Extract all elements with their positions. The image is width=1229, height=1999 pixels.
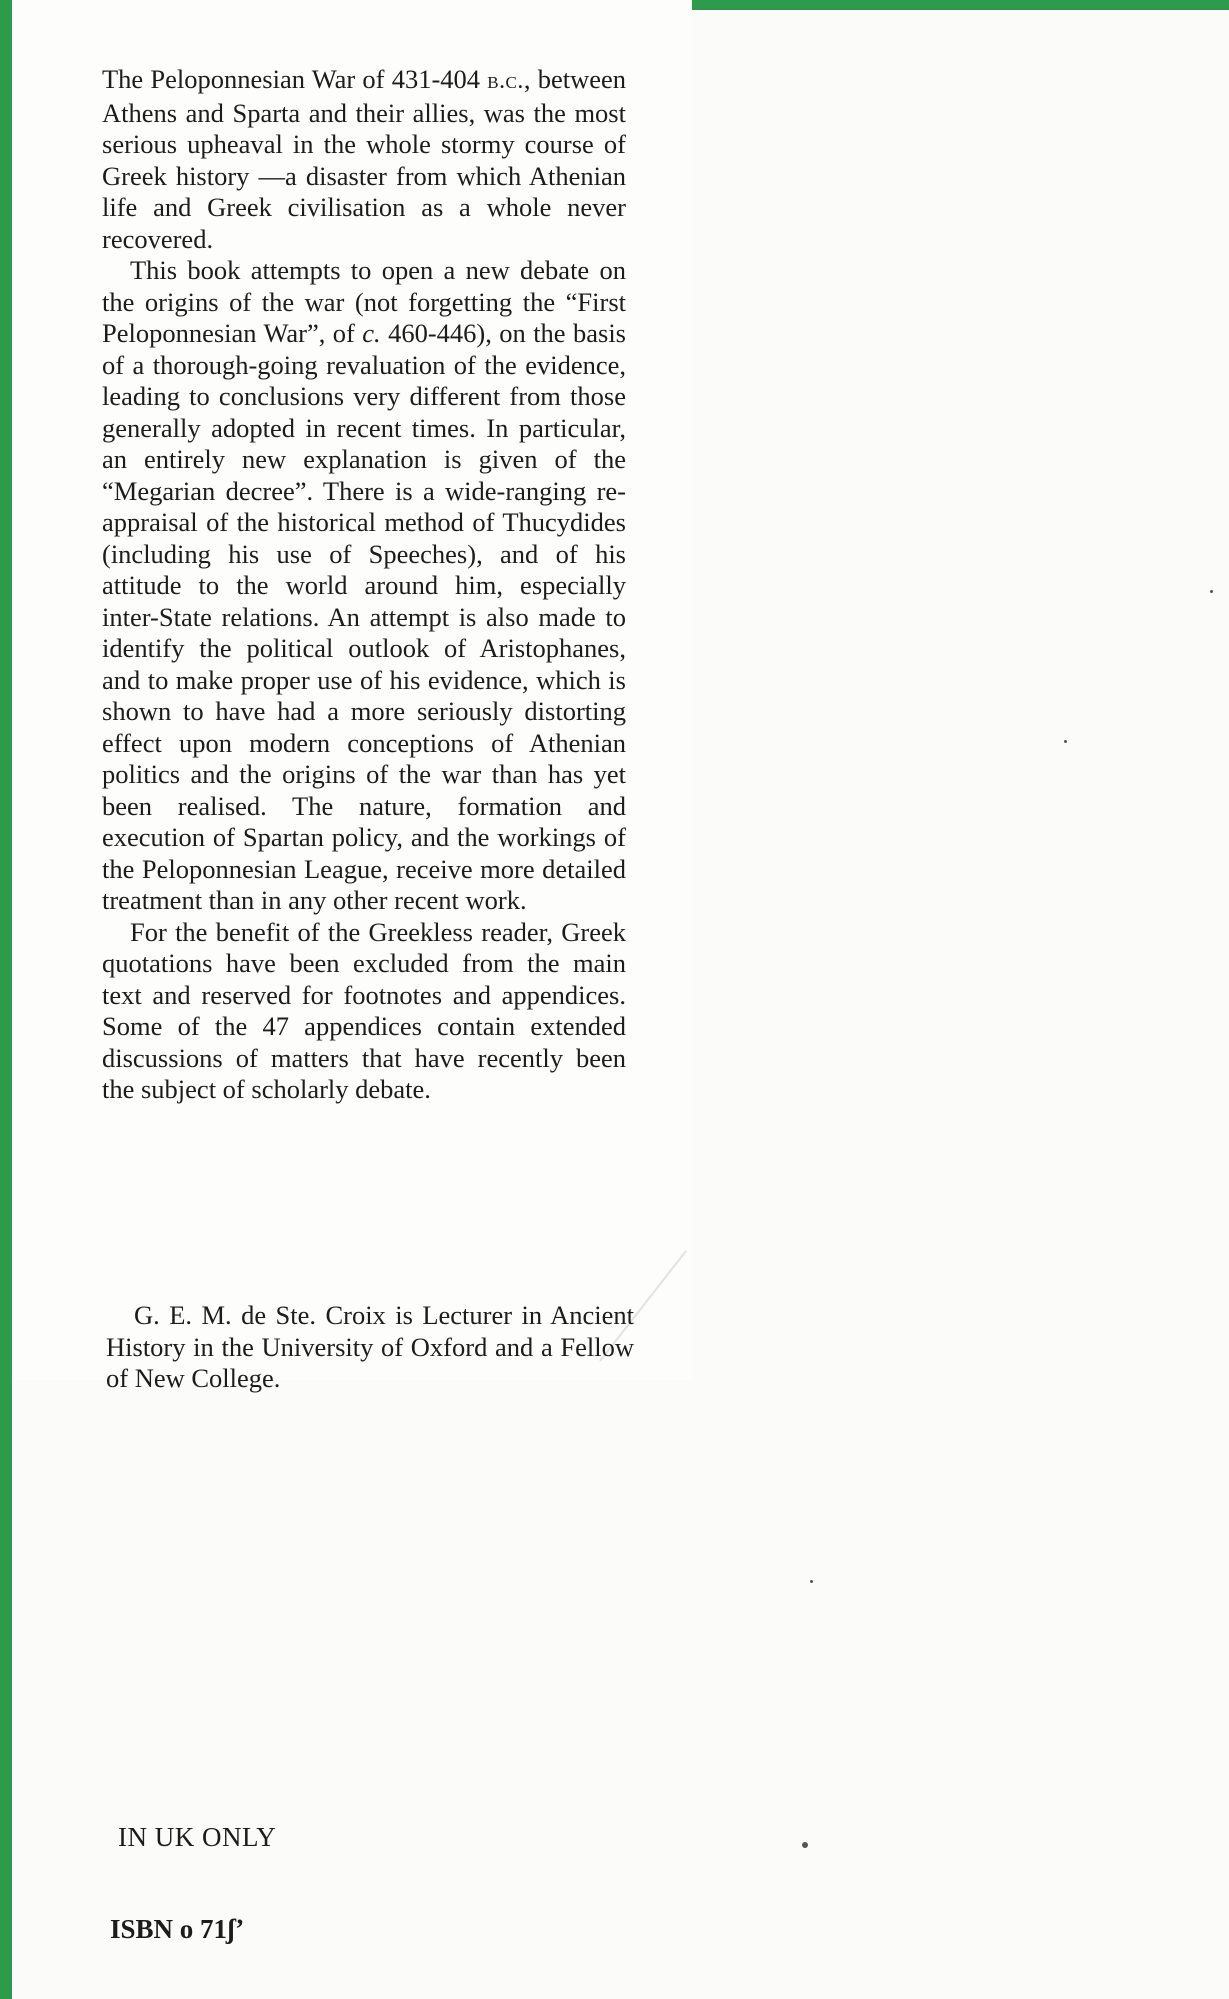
- isbn-number: ISBN o 71ʃʼ: [110, 1914, 245, 1944]
- blurb-paragraph-1: [102, 64, 626, 255]
- circa-abbrev: c.: [362, 318, 381, 348]
- blurb-p1-rest: , between Athens and Sparta and their allies, was the most serious upheaval in the whole stormy course of Greek history —a disaster from which Athenian life and Greek civilisation as a whole never recovered.: [102, 64, 626, 254]
- paper-speck: [1064, 740, 1067, 743]
- author-note: G. E. M. de Ste. Croix is Lecturer in Ancient History in the University of Oxford and a Fellow of New College.: [106, 1300, 634, 1393]
- blurb-p2-start: This book attempts to open a new debate on the origins of the war (not forgetting the “First Peloponnesian War”, of: [102, 255, 626, 348]
- blurb-p2-rest: 460-446), on the basis of a thorough-going revaluation of the evidence, leading to conclusions very different from those generally adopted in recent times. In particular, an entirely new explanation is given of the “Megarian decree”. There is a wide-ranging re-appraisal of the historical method of Thucydides (including his use of Speeches), and of his attitude to the world around him, especially inter-State relations. An attempt is also made to identify the political outlook of Aristophanes, and to make proper use of his evidence, which is shown to have had a more seriously distorting effect upon modern conceptions of Athenian politics and the origins of the war than has yet been realised. The nature, formation and execution of Spartan policy, and the workings of the Peloponnesian League, receive more detailed treatment than in any other recent work.: [102, 318, 626, 915]
- distribution-note: IN UK ONLY: [118, 1822, 277, 1852]
- blurb-paragraph-3: For the benefit of the Greekless reader, Greek quotations have been excluded from the main text and reserved for footnotes and appendices. Some of the 47 appendices contain extended discussions of matters that have recently been the subject of scholarly debate.: [102, 916, 626, 1104]
- paper-speck: [810, 1580, 813, 1583]
- blurb-paragraph-2: [102, 255, 626, 917]
- green-cover-edge: [0, 0, 12, 1999]
- green-top-edge: [690, 0, 1229, 10]
- blurb-text: [102, 64, 626, 1106]
- blurb-p1-start: The Peloponnesian War of 431-404: [102, 64, 488, 94]
- era-abbrev: b.c.: [487, 68, 524, 94]
- paper-speck: [1210, 590, 1213, 593]
- paper-speck: [802, 1842, 808, 1848]
